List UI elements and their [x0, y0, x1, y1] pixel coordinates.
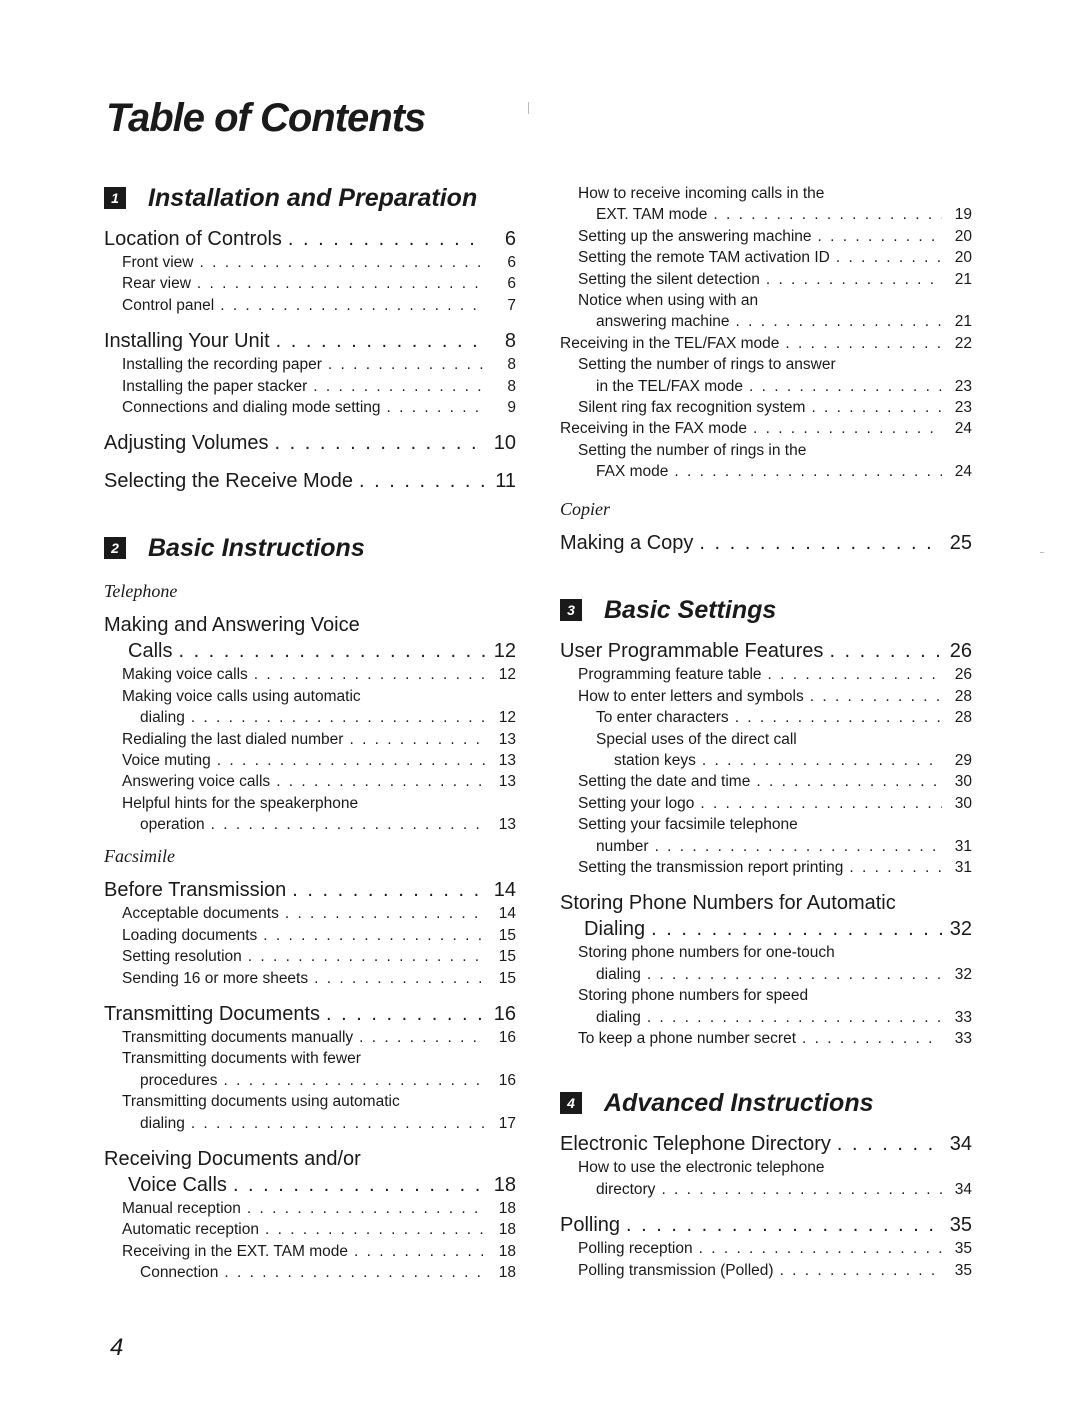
leader-dots [829, 638, 942, 664]
page-ref: 13 [498, 773, 516, 791]
page-ref: 15 [498, 948, 516, 966]
toc-subentry[interactable] [560, 686, 972, 707]
toc-subentry[interactable] [104, 1027, 516, 1048]
entry-label: To keep a phone number secret [578, 1029, 796, 1047]
entry-label: Answering voice calls [122, 773, 271, 791]
section-heading [560, 592, 972, 628]
toc-subentry[interactable] [560, 1260, 972, 1281]
entry-label: FAX mode [596, 463, 669, 481]
page-ref: 26 [954, 666, 972, 684]
entry-label: Rear view [122, 275, 191, 293]
entry-label: Receiving Documents and/or [104, 1147, 361, 1170]
leader-dots [849, 857, 942, 878]
entry-label: Electronic Telephone Directory [560, 1133, 831, 1156]
entry-label: Installing the paper stacker [122, 377, 308, 395]
entry-label: directory [596, 1180, 656, 1198]
toc-subentry[interactable] [560, 1238, 972, 1259]
entry-label: Transmitting Documents [104, 1003, 320, 1026]
page-ref: 21 [954, 313, 972, 331]
toc-entry[interactable] [104, 328, 516, 354]
page-ref: 14 [493, 879, 516, 902]
entry-label: Setting the silent detection [578, 270, 760, 288]
toc-subentry[interactable] [560, 354, 972, 375]
entry-label: Voice muting [122, 751, 211, 769]
toc-subentry[interactable] [560, 204, 972, 225]
leader-dots [354, 1241, 486, 1262]
toc-subentry[interactable] [560, 1028, 972, 1049]
leader-dots [802, 1028, 942, 1049]
leader-dots [233, 1172, 486, 1198]
page-ref: 35 [954, 1261, 972, 1279]
section-number-badge: 4 [560, 1092, 582, 1114]
page-ref: 13 [498, 730, 516, 748]
scan-mark [1040, 552, 1044, 553]
toc-subentry[interactable] [560, 183, 972, 204]
entry-label: station keys [614, 752, 696, 770]
leader-dots [263, 925, 486, 946]
page-ref: 7 [507, 296, 516, 314]
toc-entry[interactable] [104, 226, 516, 252]
toc-subentry[interactable] [104, 1198, 516, 1219]
toc-subentry[interactable] [560, 942, 972, 963]
leader-dots [702, 750, 942, 771]
leader-dots [224, 1070, 486, 1091]
leader-dots [768, 664, 942, 685]
leader-dots [191, 1113, 486, 1134]
entry-label: Setting your facsimile telephone [578, 816, 798, 834]
toc-subentry[interactable] [560, 226, 972, 247]
section-heading [104, 180, 516, 216]
leader-dots [756, 771, 942, 792]
entry-label: Setting up the answering machine [578, 227, 812, 245]
toc-entry[interactable] [104, 1146, 516, 1172]
page-ref: 35 [954, 1240, 972, 1258]
entry-label: Receiving in the EXT. TAM mode [122, 1242, 348, 1260]
page-ref: 8 [507, 377, 516, 395]
toc-entry[interactable] [104, 877, 516, 903]
entry-label: Programming feature table [578, 666, 762, 684]
toc-subentry[interactable] [104, 686, 516, 707]
leader-dots [224, 1262, 486, 1283]
toc-subentry[interactable] [104, 750, 516, 771]
leader-dots [288, 226, 486, 252]
toc-subentry[interactable] [560, 440, 972, 461]
page-ref: 13 [498, 816, 516, 834]
page-ref: 18 [498, 1264, 516, 1282]
entry-label: Before Transmission [104, 879, 287, 902]
entry-label: How to receive incoming calls in the [578, 185, 825, 202]
leader-dots [248, 946, 486, 967]
entry-label: dialing [140, 1114, 185, 1132]
leader-dots [178, 638, 486, 664]
leader-dots [811, 397, 942, 418]
entry-label: Setting the transmission report printing [578, 858, 844, 876]
entry-label: Making and Answering Voice [104, 614, 360, 637]
toc-subentry[interactable] [104, 793, 516, 814]
toc-subentry[interactable] [560, 814, 972, 835]
entry-label: Location of Controls [104, 228, 282, 250]
page-ref: 9 [507, 398, 516, 416]
entry-label: Special uses of the direct call [596, 730, 797, 748]
entry-label: Polling transmission (Polled) [578, 1261, 774, 1279]
page-ref: 20 [954, 249, 972, 267]
section-heading [560, 1085, 972, 1121]
leader-dots [810, 686, 942, 707]
page-ref: 25 [949, 532, 972, 555]
toc-subentry[interactable] [104, 814, 516, 835]
page-ref: 6 [507, 254, 516, 271]
entry-label: Setting resolution [122, 948, 242, 966]
toc-entry[interactable] [560, 890, 972, 916]
leader-dots [265, 1219, 486, 1240]
page-ref: 31 [954, 837, 972, 855]
section-title: Advanced Instructions [604, 1088, 874, 1117]
leader-dots [713, 204, 942, 225]
toc-subentry[interactable] [104, 1241, 516, 1262]
entry-label: Redialing the last dialed number [122, 730, 344, 748]
leader-dots [200, 252, 487, 273]
leader-dots [753, 418, 942, 439]
page-ref: 28 [954, 687, 972, 705]
entry-label: Selecting the Receive Mode [104, 470, 354, 493]
toc-subentry[interactable] [560, 1157, 972, 1178]
page-ref: 24 [954, 463, 972, 481]
toc-entry[interactable] [560, 530, 972, 556]
toc-subentry[interactable] [104, 1070, 516, 1091]
section-number-badge: 2 [104, 537, 126, 559]
page-ref: 29 [954, 752, 972, 770]
page-ref: 33 [954, 1008, 972, 1026]
toc-subentry[interactable] [104, 295, 516, 316]
toc-subentry[interactable] [560, 247, 972, 268]
page-ref: 18 [498, 1242, 516, 1260]
section-title: Installation and Preparation [148, 183, 478, 212]
entry-label: Installing Your Unit [104, 330, 270, 353]
page-ref: 8 [504, 330, 516, 353]
section-number-badge: 1 [104, 187, 126, 209]
leader-dots [674, 461, 942, 482]
toc-entry[interactable] [104, 638, 516, 664]
leader-dots [191, 707, 486, 728]
entry-label: in the TEL/FAX mode [596, 377, 744, 395]
page-ref: 31 [954, 858, 972, 876]
toc-subentry[interactable] [560, 418, 972, 439]
page-ref: 6 [507, 275, 516, 293]
page-ref: 34 [954, 1180, 972, 1198]
page-ref: 34 [949, 1133, 972, 1156]
leader-dots [766, 269, 942, 290]
entry-label: Transmitting documents manually [122, 1029, 354, 1047]
toc-subentry[interactable] [104, 1113, 516, 1134]
page-ref: 15 [498, 926, 516, 944]
entry-label: Loading documents [122, 926, 258, 944]
entry-label: Transmitting documents using automatic [122, 1093, 400, 1111]
toc-subentry[interactable] [560, 397, 972, 418]
entry-label: number [596, 837, 649, 855]
entry-label: Dialing [584, 918, 646, 941]
toc-subentry[interactable] [104, 1219, 516, 1240]
leader-dots [275, 430, 486, 456]
toc-subentry[interactable] [104, 273, 516, 294]
entry-label: Receiving in the FAX mode [560, 420, 747, 438]
section-heading [104, 530, 516, 566]
toc-subentry[interactable] [560, 793, 972, 814]
page-ref: 12 [493, 640, 516, 663]
toc-subentry[interactable] [104, 1262, 516, 1283]
section-title: Basic Settings [604, 595, 777, 624]
leader-dots [735, 707, 942, 728]
toc-subentry[interactable] [560, 311, 972, 332]
entry-label: Adjusting Volumes [104, 432, 269, 455]
entry-label: User Programmable Features [560, 640, 824, 663]
toc-subentry[interactable] [104, 968, 516, 989]
page-ref: 16 [493, 1003, 516, 1026]
leader-dots [220, 295, 486, 316]
toc-entry[interactable] [560, 638, 972, 664]
page-ref: 32 [954, 965, 972, 983]
entry-label: Helpful hints for the speakerphone [122, 794, 359, 812]
leader-dots [359, 468, 486, 494]
leader-dots [211, 814, 486, 835]
entry-label: Front view [122, 254, 194, 271]
entry-label: How to use the electronic telephone [578, 1159, 825, 1177]
leader-dots [626, 1212, 942, 1238]
page-ref: 19 [954, 206, 972, 224]
entry-label: Connections and dialing mode setting [122, 398, 381, 416]
toc-entry[interactable] [560, 916, 972, 942]
leader-dots [197, 273, 486, 294]
entry-label: Calls [128, 640, 173, 663]
leader-dots [217, 750, 486, 771]
page-ref: 11 [495, 470, 516, 493]
entry-label: Storing phone numbers for one-touch [578, 944, 835, 962]
entry-label: Installing the recording paper [122, 356, 322, 374]
toc-subentry[interactable] [560, 1007, 972, 1028]
page-ref: 17 [498, 1114, 516, 1132]
entry-label: To enter characters [596, 709, 729, 727]
toc-subentry[interactable] [104, 1048, 516, 1069]
entry-label: answering machine [596, 313, 730, 331]
entry-label: Manual reception [122, 1199, 241, 1217]
toc-subentry[interactable] [104, 252, 516, 273]
toc-subentry[interactable] [560, 1179, 972, 1200]
page-ref: 28 [954, 709, 972, 727]
page-ref: 35 [949, 1214, 972, 1237]
toc-subentry[interactable] [104, 707, 516, 728]
leader-dots [699, 1238, 942, 1259]
page-ref: 23 [954, 398, 972, 416]
entry-label: Making voice calls [122, 666, 248, 684]
page-ref: 15 [498, 969, 516, 987]
leader-dots [313, 376, 486, 397]
leader-dots [647, 964, 942, 985]
leader-dots [700, 793, 942, 814]
page-ref: 18 [498, 1199, 516, 1217]
toc-subentry[interactable] [560, 290, 972, 311]
toc-entry[interactable] [104, 1001, 516, 1027]
subsection-title: Copier [560, 499, 611, 520]
toc-left-column [104, 180, 516, 1284]
toc-subentry[interactable] [560, 376, 972, 397]
toc-subentry[interactable] [560, 664, 972, 685]
leader-dots [328, 354, 486, 375]
leader-dots [818, 226, 942, 247]
leader-dots [387, 397, 486, 418]
leader-dots [837, 1131, 942, 1157]
leader-dots [326, 1001, 486, 1027]
entry-label: How to enter letters and symbols [578, 687, 804, 705]
page-ref: 18 [498, 1221, 516, 1239]
leader-dots [276, 771, 486, 792]
toc-entry[interactable] [560, 1131, 972, 1157]
page-ref: 18 [493, 1173, 516, 1196]
page-ref: 13 [498, 751, 516, 769]
page-ref: 30 [954, 794, 972, 812]
page-ref: 20 [954, 227, 972, 245]
entry-label: Receiving in the TEL/FAX mode [560, 334, 780, 352]
toc-subentry[interactable] [104, 664, 516, 685]
leader-dots [647, 1007, 942, 1028]
page-ref: 22 [954, 334, 972, 352]
leader-dots [359, 1027, 486, 1048]
entry-label: Sending 16 or more sheets [122, 969, 309, 987]
entry-label: operation [140, 816, 205, 834]
section-number-badge: 3 [560, 599, 582, 621]
entry-label: Voice Calls [128, 1173, 227, 1196]
toc-entry[interactable] [104, 430, 516, 456]
toc-subentry[interactable] [104, 729, 516, 750]
page-ref: 30 [954, 773, 972, 791]
toc-subentry[interactable] [104, 903, 516, 924]
leader-dots [285, 903, 486, 924]
toc-subentry[interactable] [560, 729, 972, 750]
entry-label: Notice when using with an [578, 291, 759, 309]
entry-label: Polling reception [578, 1240, 693, 1258]
page-ref: 16 [498, 1029, 516, 1047]
page-ref: 12 [498, 666, 516, 684]
toc-subentry[interactable] [560, 750, 972, 771]
page-ref: 6 [504, 228, 516, 250]
entry-label: EXT. TAM mode [596, 206, 708, 224]
page-ref: 23 [954, 377, 972, 395]
toc-subentry[interactable] [560, 771, 972, 792]
entry-label: Setting your logo [578, 794, 695, 812]
toc-entry[interactable] [560, 1212, 972, 1238]
page-ref: 24 [954, 420, 972, 438]
entry-label: Setting the number of rings in the [578, 441, 807, 459]
toc-subentry[interactable] [560, 333, 972, 354]
entry-label: Making voice calls using automatic [122, 687, 361, 705]
toc-subentry[interactable] [560, 707, 972, 728]
leader-dots [661, 1179, 942, 1200]
section-title: Basic Instructions [148, 533, 365, 562]
leader-dots [836, 247, 942, 268]
page-ref: 21 [954, 270, 972, 288]
toc-subentry[interactable] [104, 946, 516, 967]
toc-subentry[interactable] [104, 376, 516, 397]
entry-label: procedures [140, 1071, 218, 1089]
page-ref: 32 [949, 918, 972, 941]
toc-entry[interactable] [104, 468, 516, 494]
leader-dots [736, 311, 942, 332]
leader-dots [292, 877, 486, 903]
leader-dots [247, 1198, 486, 1219]
leader-dots [349, 729, 486, 750]
subsection-title: Telephone [104, 581, 178, 602]
leader-dots [749, 376, 942, 397]
page-ref: 16 [498, 1071, 516, 1089]
page-ref: 10 [493, 432, 516, 455]
page-ref: 33 [954, 1029, 972, 1047]
entry-label: Acceptable documents [122, 905, 279, 923]
toc-right-column [560, 183, 972, 1281]
entry-label: dialing [596, 1008, 641, 1026]
page-number: 4 [110, 1334, 124, 1361]
entry-label: Making a Copy [560, 532, 694, 555]
entry-label: Automatic reception [122, 1221, 259, 1239]
toc-subentry[interactable] [104, 397, 516, 418]
toc-subentry[interactable] [104, 771, 516, 792]
entry-label: Polling [560, 1214, 621, 1237]
entry-label: Connection [140, 1264, 219, 1282]
subsection-title: Facsimile [104, 846, 175, 867]
toc-subentry[interactable] [560, 461, 972, 482]
leader-dots [254, 664, 486, 685]
entry-label: dialing [596, 965, 641, 983]
toc-subentry[interactable] [560, 836, 972, 857]
toc-entry[interactable] [104, 612, 516, 638]
entry-label: Setting the number of rings to answer [578, 356, 836, 374]
toc-entry[interactable] [104, 1172, 516, 1198]
page-ref: 14 [498, 905, 516, 923]
toc-subentry[interactable] [560, 269, 972, 290]
page-ref: 12 [498, 709, 516, 727]
leader-dots [655, 836, 942, 857]
leader-dots [651, 916, 942, 942]
entry-label: Storing phone numbers for speed [578, 987, 809, 1005]
page-title: Table of Contents [106, 96, 426, 140]
leader-dots [276, 328, 486, 354]
toc-subentry[interactable] [104, 1091, 516, 1112]
entry-label: Transmitting documents with fewer [122, 1050, 361, 1068]
toc-subentry[interactable] [560, 985, 972, 1006]
entry-label: Setting the date and time [578, 773, 751, 791]
toc-subentry[interactable] [104, 925, 516, 946]
leader-dots [699, 530, 942, 556]
page-ref: 8 [507, 356, 516, 374]
entry-label: Control panel [122, 296, 215, 314]
entry-label: Setting the remote TAM activation ID [578, 249, 830, 267]
leader-dots [785, 333, 942, 354]
leader-dots [780, 1260, 942, 1281]
toc-subentry[interactable] [104, 354, 516, 375]
toc-subentry[interactable] [560, 964, 972, 985]
entry-label: dialing [140, 709, 185, 727]
scan-mark [528, 102, 529, 114]
page-ref: 26 [949, 640, 972, 663]
entry-label: Silent ring fax recognition system [578, 398, 806, 416]
entry-label: Storing Phone Numbers for Automatic [560, 892, 896, 915]
toc-subentry[interactable] [560, 857, 972, 878]
leader-dots [314, 968, 486, 989]
